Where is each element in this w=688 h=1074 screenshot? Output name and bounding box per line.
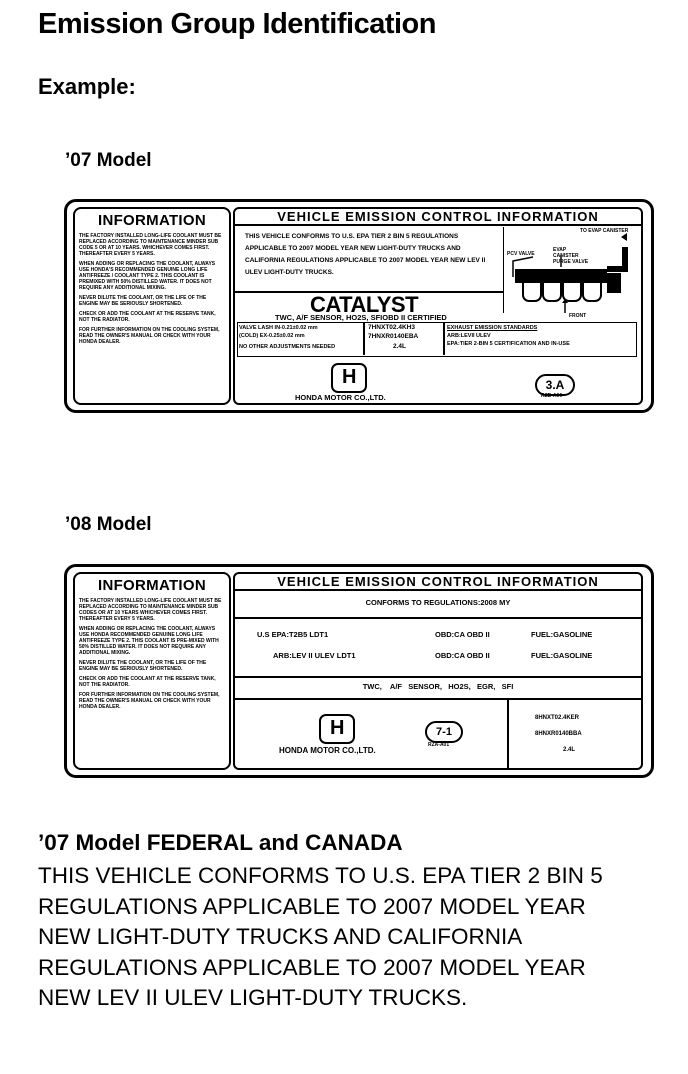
info-list-07 bbox=[75, 233, 229, 345]
vec-title-08: VEHICLE EMISSION CONTROL INFORMATION bbox=[235, 574, 641, 591]
footer-line: REGULATIONS APPLICABLE TO 2007 MODEL YEAR bbox=[38, 954, 586, 980]
info-item: FOR FURTHER INFORMATION ON THE COOLING SYSTEM, READ THE OWNER'S MANUAL OR CHECK WITH YOUR HONDA DEALER. bbox=[79, 692, 220, 710]
no-other-adjust: NO OTHER ADJUSTMENTS NEEDED bbox=[239, 344, 336, 350]
vec-panel-07 bbox=[233, 207, 643, 405]
sensors-08: TWC, A/F SENSOR, HO2S, EGR, SFI bbox=[362, 682, 514, 691]
info-item: FOR FURTHER INFORMATION ON THE COOLING SYSTEM, READ THE OWNER'S MANUAL OR CHECK WITH YOUR HONDA DEALER. bbox=[79, 327, 220, 345]
fuel-row1-08: FUEL:GASOLINE bbox=[531, 630, 593, 639]
info-title-08: INFORMATION bbox=[97, 577, 206, 594]
maker-07: HONDA MOTOR CO.,LTD. bbox=[295, 393, 386, 402]
epa-07: EPA:TIER 2-BIN 5 CERTIFICATION AND IN-USE bbox=[447, 341, 570, 347]
engine-diagram bbox=[503, 227, 637, 313]
valve-lash: VALVE LASH IN-0.21±0.02 mm bbox=[239, 325, 318, 331]
diagram-label-front: FRONT bbox=[569, 313, 587, 319]
info-panel-08 bbox=[73, 572, 231, 770]
exhaust-std: EXHAUST EMISSION STANDARDS bbox=[447, 325, 538, 331]
footer-body bbox=[38, 861, 678, 1014]
info-item: CHECK OR ADD THE COOLANT AT THE RESERVE TANK, NOT THE RADIATOR. bbox=[79, 311, 216, 323]
divider bbox=[443, 322, 445, 355]
info-item: WHEN ADDING OR REPLACING THE COOLANT, ALWAYS USE HONDA'S RECOMMENDED GENUINE LONG LIFE ANTIFREEZE / COOLANT TYPE 2. THIS COOLANT IS PREMIXED WITH 50% DISTILLED WATER. IT DOES NOT REQUIRE ANY ADDITIONAL MIXING. bbox=[79, 261, 216, 291]
arb-07: ARB:LEVII ULEV bbox=[447, 333, 491, 339]
conform-text-07: THIS VEHICLE CONFORMS TO U.S. EPA TIER 2 BIN 5 REGULATIONS APPLICABLE TO 2007 MODEL YEAR NEW LIGHT-DUTY TRUCKS AND CALIFORNIA REGULATIONS APPLICABLE TO 2007 MODEL YEAR NEW LEV II ULEV LIGHT-DUTY TRUCKS. bbox=[245, 233, 486, 276]
footer-line: REGULATIONS APPLICABLE TO 2007 MODEL YEAR bbox=[38, 893, 586, 919]
obd-row2-08: OBD:CA OBD II bbox=[435, 651, 490, 660]
family-08-1: 8HNXT02.4KER bbox=[535, 715, 580, 721]
arb-row-08: ARB:LEV II ULEV LDT1 bbox=[273, 651, 356, 660]
info-item: CHECK OR ADD THE COOLANT AT THE RESERVE TANK, NOT THE RADIATOR. bbox=[79, 676, 216, 688]
emission-group-badge-08: 7-1 bbox=[425, 721, 463, 743]
family-08-2: 8HNXR0140BBA bbox=[535, 731, 582, 737]
honda-logo-icon: H bbox=[319, 714, 355, 744]
footer-line: NEW LIGHT-DUTY TRUCKS AND CALIFORNIA bbox=[38, 924, 523, 949]
info-item: WHEN ADDING OR REPLACING THE COOLANT, ALWAYS USE HONDA RECOMMENDED GENUINE LONG LIFE ANTIFREEZE TYPE 2. THIS COOLANT IS PRE-MIXED WITH 50% DISTILLED WATER. IT DOES NOT REQUIRE ANY ADDITIONAL MIXING. bbox=[79, 626, 219, 656]
model-07-caption: ’07 Model bbox=[65, 150, 152, 171]
emission-group-badge-07: 3.A bbox=[535, 374, 575, 396]
part-no-08: RZA-A01 bbox=[428, 742, 450, 748]
displacement-07: 2.4L bbox=[393, 343, 407, 350]
info-title-07: INFORMATION bbox=[97, 212, 206, 229]
vec-title-07: VEHICLE EMISSION CONTROL INFORMATION bbox=[235, 209, 641, 226]
info-item: NEVER DILUTE THE COOLANT, OR THE LIFE OF THE ENGINE MAY BE SERIOUSLY SHORTENED. bbox=[79, 660, 207, 672]
displacement-08: 2.4L bbox=[563, 747, 576, 753]
example-label: Example: bbox=[38, 74, 136, 99]
fuel-row2-08: FUEL:GASOLINE bbox=[531, 651, 593, 660]
divider bbox=[507, 698, 509, 768]
vec-panel-08 bbox=[233, 572, 643, 770]
family-07-1: 7HNXT02.4KH3 bbox=[368, 324, 415, 331]
honda-logo-icon: H bbox=[331, 363, 367, 393]
sensors-07: TWC, A/F SENSOR, HO2S, SFIOBD II CERTIFIED bbox=[275, 313, 447, 322]
conforms-08: CONFORMS TO REGULATIONS:2008 MY bbox=[365, 598, 511, 607]
family-07-2: 7HNXR0140EBA bbox=[368, 333, 419, 340]
divider bbox=[363, 322, 365, 355]
label-08 bbox=[64, 564, 654, 778]
info-panel-07 bbox=[73, 207, 231, 405]
diagram-label-pcv: PCV VALVE bbox=[507, 251, 535, 257]
valve-cold: (COLD) EX-0.25±0.02 mm bbox=[239, 333, 305, 339]
info-item: NEVER DILUTE THE COOLANT, OR THE LIFE OF THE ENGINE MAY BE SERIOUSLY SHORTENED. bbox=[79, 295, 207, 307]
info-item: THE FACTORY INSTALLED LONG-LIFE COOLANT MUST BE REPLACED ACCORDING TO MAINTENANCE MINDER SUB CODES OR AT 10 YEARS WHICHEVER COMES FIRST. THEREAFTER EVERY 5 YEARS. bbox=[79, 598, 222, 622]
info-item: THE FACTORY INSTALLED LONG-LIFE COOLANT MUST BE REPLACED ACCORDING TO MAINTENANCE MINDER SUB CODE 5 OR AT 10 YEARS. WHICHEVER COMES FIRST. THEREAFTER EVERY 5 YEARS. bbox=[79, 233, 222, 257]
divider bbox=[235, 698, 641, 700]
maker-08: HONDA MOTOR CO.,LTD. bbox=[279, 746, 376, 755]
obd-row1-08: OBD:CA OBD II bbox=[435, 630, 490, 639]
diagram-label-canister: TO EVAP CANISTER bbox=[580, 228, 629, 234]
catalyst-label: CATALYST bbox=[310, 292, 419, 317]
label-07 bbox=[64, 199, 654, 413]
part-no-07: RZB-A00 bbox=[541, 393, 563, 399]
info-list-08 bbox=[75, 598, 229, 710]
footer-line: NEW LEV II ULEV LIGHT-DUTY TRUCKS. bbox=[38, 985, 468, 1010]
footer-title: ’07 Model FEDERAL and CANADA bbox=[38, 830, 403, 855]
diagram-label-evap: EVAP CANISTER PURGE VALVE bbox=[553, 247, 589, 265]
model-08-caption: ’08 Model bbox=[65, 514, 152, 535]
footer-line: THIS VEHICLE CONFORMS TO U.S. EPA TIER 2 BIN 5 bbox=[38, 863, 603, 888]
divider bbox=[235, 676, 641, 678]
page-title: Emission Group Identification bbox=[38, 8, 436, 40]
divider bbox=[235, 617, 641, 619]
epa-row-08: U.S EPA:T2B5 LDT1 bbox=[257, 630, 329, 639]
